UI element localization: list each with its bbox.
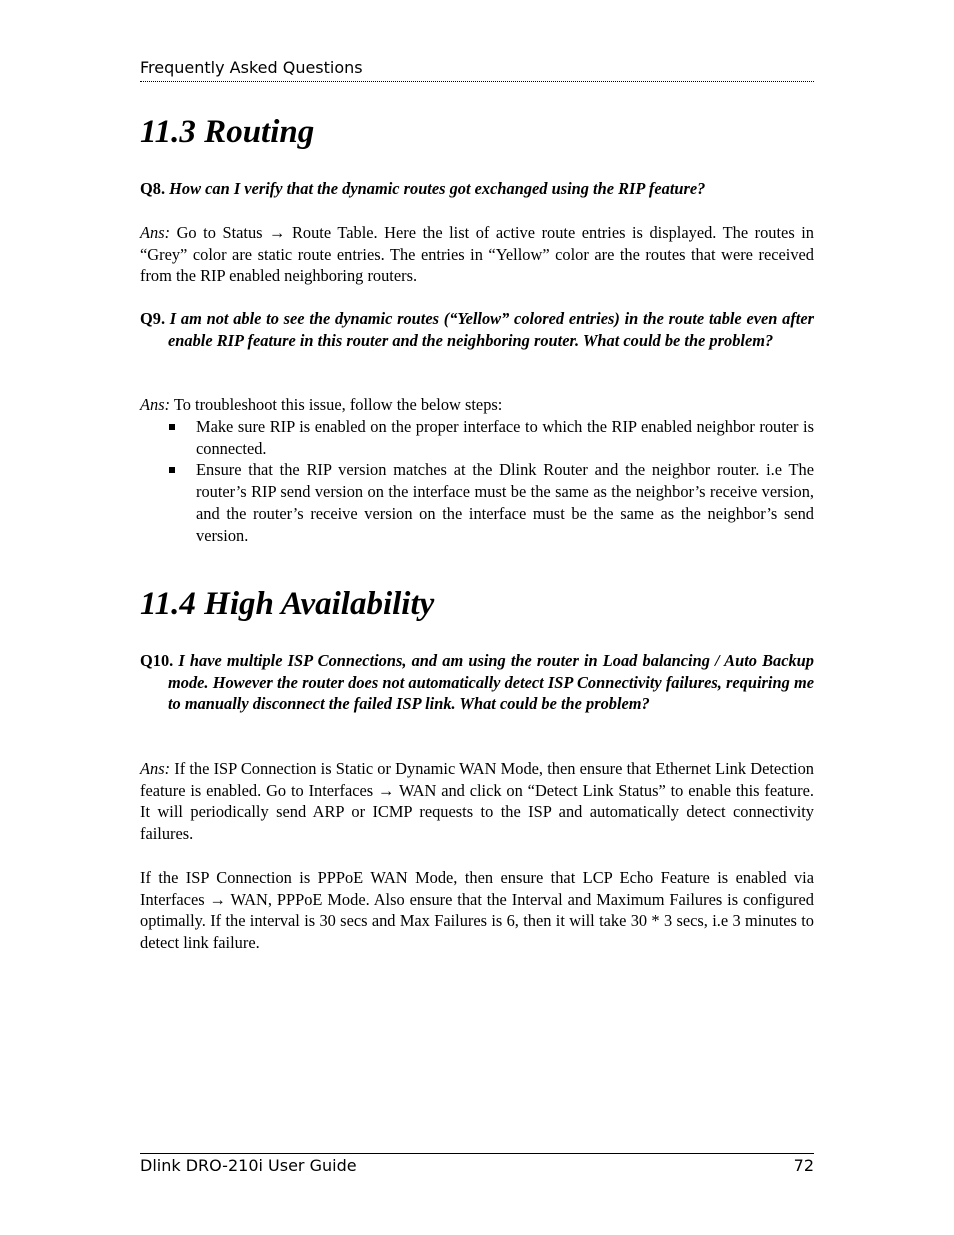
answer-text: Go to Status → Route Table. Here the list of active route entries is displayed. The routes in “Grey” color are static route entries. The entries in “Yellow” color are the routes that were received from the RIP enabled neighboring routers. [140,223,814,286]
footer-guide-title: Dlink DRO-210i User Guide [140,1156,357,1175]
page-number: 72 [793,1156,814,1175]
question-label: Q10. [140,651,174,670]
answer-label: Ans: [140,759,171,778]
answer-label: Ans: [140,223,171,242]
answer-q10 [140,758,814,845]
running-header-title: Frequently Asked Questions [140,58,363,77]
question-label: Q8. [140,179,166,198]
bullet-square-icon [169,424,175,430]
answer-q8 [140,222,814,287]
running-header [140,57,814,82]
section-heading-high-availability: 11.4 High Availability [140,586,435,622]
answer-text: If the ISP Connection is PPPoE WAN Mode, then ensure that LCP Echo Feature is enabled via Interfaces → WAN, PPPoE Mode. Also ensure that the Interval and Maximum Failures is configured optimally. If the interval is 30 secs and Max Failures is 6, then it will take 30 * 3 secs, i.e 3 minutes to detect link failure. [140,868,814,953]
question-q9 [140,308,814,351]
list-item [140,416,814,459]
section-heading-routing: 11.3 Routing [140,114,315,150]
answer-label: Ans: [140,395,171,414]
answer-text: To troubleshoot this issue, follow the below steps: [173,395,503,414]
answer-text: If the ISP Connection is Static or Dynamic WAN Mode, then ensure that Ethernet Link Detection feature is enabled. Go to Interfaces → WAN and click on “Detect Link Status” to enable this feature. It will periodically send ARP or ICMP requests to the ISP and automatically detect connectivity failures. [140,759,814,844]
question-q8 [140,178,814,200]
page-footer [140,1153,814,1180]
question-text: I have multiple ISP Connections, and am using the router in Load balancing / Auto Backup mode. However the router does not automatically detect ISP Connectivity failures, requiring me to manually disconnect the failed ISP link. What could be the problem? [168,651,814,714]
document-page [140,0,814,1235]
bullet-square-icon [169,467,175,473]
question-q10 [140,650,814,715]
step-text: Make sure RIP is enabled on the proper interface to which the RIP enabled neighbor router is connected. [196,417,814,458]
answer-q9 [140,394,814,416]
question-text: How can I verify that the dynamic routes got exchanged using the RIP feature? [169,179,706,198]
list-item [140,459,814,546]
step-text: Ensure that the RIP version matches at the Dlink Router and the neighbor router. i.e The router’s RIP send version on the interface must be the same as the neighbor’s receive version, and the router’s receive version on the interface must be the same as the neighbor’s send version. [196,460,814,545]
question-label: Q9. [140,309,166,328]
troubleshooting-steps [140,416,814,546]
answer-q10-pppoe [140,867,814,954]
question-text: I am not able to see the dynamic routes (“Yellow” colored entries) in the route table even after enable RIP feature in this router and the neighboring router. What could be the problem? [168,309,814,350]
